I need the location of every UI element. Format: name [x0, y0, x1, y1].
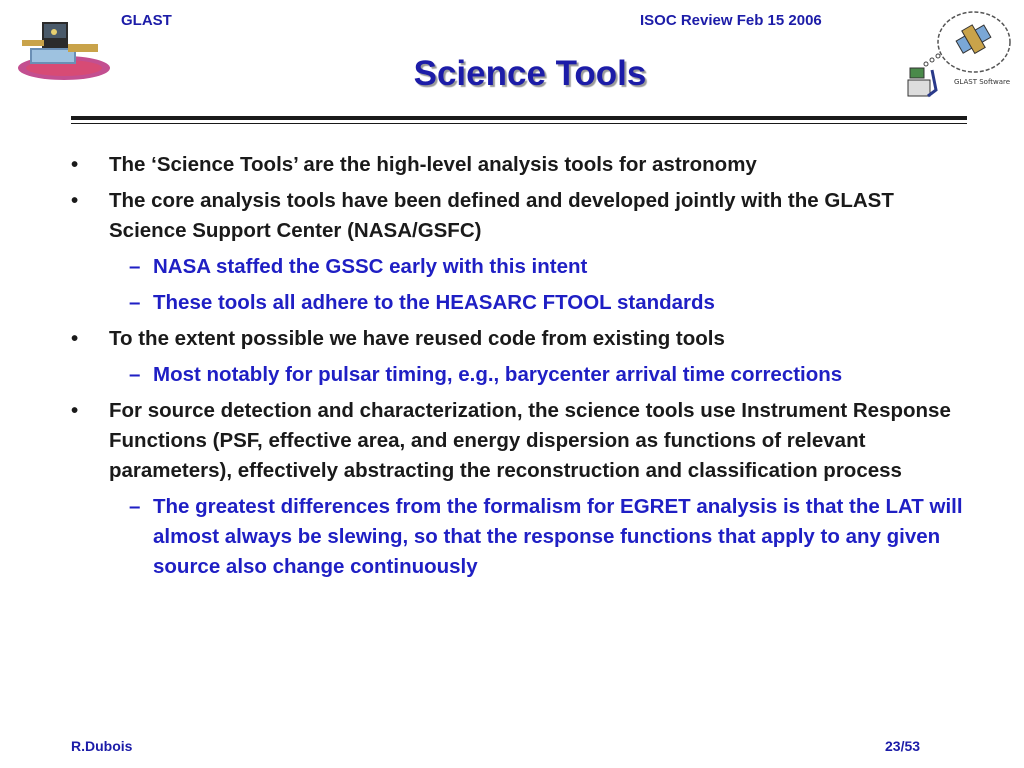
- bullet-item: [71, 324, 971, 354]
- bullet-text: The core analysis tools have been defined and developed jointly with the GLAST Science Support Center (NASA/GSFC): [109, 189, 894, 242]
- title-divider-thin: [71, 123, 967, 124]
- footer-page-number: 23/53: [885, 738, 921, 754]
- bullet-item: [71, 150, 971, 180]
- slide-body: [71, 150, 971, 588]
- dash-marker: –: [129, 291, 141, 314]
- bullet-item: [71, 186, 971, 246]
- dash-marker: –: [129, 363, 141, 386]
- logo-caption: GLAST Software: [954, 78, 1011, 86]
- sub-bullet-item: [71, 288, 971, 318]
- title-divider-thick: [71, 116, 967, 120]
- bullet-item: [71, 396, 971, 486]
- sub-bullet-text: Most notably for pulsar timing, e.g., barycenter arrival time corrections: [153, 363, 843, 386]
- sub-bullet-text: These tools all adhere to the HEASARC FTOOL standards: [153, 291, 715, 314]
- bullet-text: To the extent possible we have reused code from existing tools: [109, 327, 725, 350]
- sub-bullet-item: [71, 360, 971, 390]
- sub-bullet-text: NASA staffed the GSSC early with this intent: [153, 255, 588, 278]
- bullet-marker: •: [71, 153, 79, 176]
- bullet-marker: •: [71, 327, 79, 350]
- header-left-label: GLAST: [121, 12, 172, 29]
- dash-marker: –: [129, 255, 141, 278]
- bullet-marker: •: [71, 399, 79, 422]
- dash-marker: –: [129, 495, 141, 518]
- bullet-text: For source detection and characterization, the science tools use Instrument Response Functions (PSF, effective area, and energy dispersion as functions of relevant parameters), effectively abstracting the reconstruction and classification process: [109, 399, 951, 482]
- bullet-text: The ‘Science Tools’ are the high-level analysis tools for astronomy: [109, 153, 757, 176]
- header-right-label: ISOC Review Feb 15 2006: [640, 12, 822, 29]
- sub-bullet-item: [71, 252, 971, 282]
- sub-bullet-text: The greatest differences from the formalism for EGRET analysis is that the LAT will almost always be slewing, so that the response functions that apply to any given source also change continuously: [153, 495, 963, 578]
- sub-bullet-item: [71, 492, 971, 582]
- page-title: Science Tools: [413, 54, 647, 93]
- footer-author: R.Dubois: [71, 738, 133, 754]
- bullet-marker: •: [71, 189, 79, 212]
